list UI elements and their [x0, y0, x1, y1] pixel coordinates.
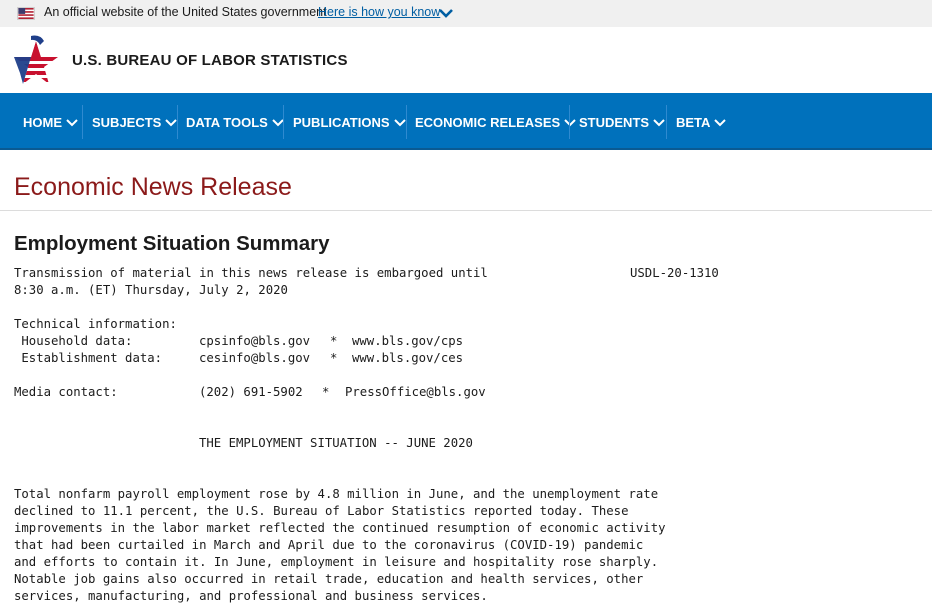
- body-line: and efforts to contain it. In June, employment in leisure and hospitality rose sharply.: [14, 555, 659, 569]
- nav-economic-releases-label: ECONOMIC RELEASES: [415, 114, 561, 130]
- media-contact-label: Media contact:: [14, 385, 118, 399]
- establishment-url-link[interactable]: www.bls.gov/ces: [352, 351, 464, 365]
- nav-divider: [283, 105, 284, 139]
- embargo-line-2: 8:30 a.m. (ET) Thursday, July 2, 2020: [14, 283, 288, 297]
- separator-asterisk: *: [322, 385, 330, 399]
- embargo-line-1: Transmission of material in this news release is embargoed until: [14, 266, 488, 280]
- nav-home[interactable]: [23, 113, 78, 131]
- site-title[interactable]: U.S. BUREAU OF LABOR STATISTICS: [72, 52, 348, 69]
- gov-banner: [0, 0, 932, 27]
- household-url-link[interactable]: www.bls.gov/cps: [352, 334, 464, 348]
- separator-asterisk: *: [330, 351, 338, 365]
- body-line: Total nonfarm payroll employment rose by 4.8 million in June, and the unemployment rate: [14, 487, 659, 501]
- us-flag-icon: [17, 7, 35, 20]
- chevron-down-icon[interactable]: [438, 7, 454, 19]
- main-nav: [0, 93, 932, 150]
- chevron-down-icon: [653, 118, 665, 127]
- nav-divider: [82, 105, 83, 139]
- nav-publications-label: PUBLICATIONS: [293, 114, 390, 130]
- nav-data-tools-label: DATA TOOLS: [186, 114, 268, 130]
- release-headline: THE EMPLOYMENT SITUATION -- JUNE 2020: [199, 436, 473, 450]
- nav-beta-label: BETA: [676, 114, 711, 130]
- nav-publications[interactable]: [293, 113, 406, 131]
- nav-economic-releases[interactable]: [415, 113, 576, 131]
- tech-info-label: Technical information:: [14, 317, 177, 331]
- body-line: declined to 11.1 percent, the U.S. Bureau of Labor Statistics reported today. These: [14, 504, 629, 518]
- bls-star-logo[interactable]: [10, 33, 60, 89]
- nav-home-label: HOME: [23, 114, 62, 130]
- nav-subjects[interactable]: [92, 113, 177, 131]
- chevron-down-icon: [564, 118, 576, 127]
- title-divider: [0, 210, 932, 211]
- site-header: [0, 27, 932, 93]
- page-title: Economic News Release: [14, 173, 292, 201]
- nav-data-tools[interactable]: [186, 113, 284, 131]
- summary-title: Employment Situation Summary: [14, 232, 330, 255]
- nav-divider: [666, 105, 667, 139]
- nav-divider: [406, 105, 407, 139]
- press-office-email-link[interactable]: PressOffice@bls.gov: [345, 385, 486, 399]
- gov-banner-text: An official website of the United States government: [44, 5, 327, 19]
- nav-students[interactable]: [579, 113, 665, 131]
- nav-students-label: STUDENTS: [579, 114, 650, 130]
- media-phone: (202) 691-5902: [199, 385, 303, 399]
- household-label: Household data:: [14, 334, 133, 348]
- nav-subjects-label: SUBJECTS: [92, 114, 162, 130]
- release-id: USDL-20-1310: [630, 266, 719, 280]
- separator-asterisk: *: [330, 334, 338, 348]
- body-line: that had been curtailed in March and April due to the coronavirus (COVID-19) pandemic: [14, 538, 644, 552]
- chevron-down-icon: [165, 118, 177, 127]
- body-line: Notable job gains also occurred in retail trade, education and health services, other: [14, 572, 644, 586]
- nav-divider: [177, 105, 178, 139]
- nav-beta[interactable]: [676, 113, 726, 131]
- chevron-down-icon: [394, 118, 406, 127]
- household-email-link[interactable]: cpsinfo@bls.gov: [199, 334, 311, 348]
- body-line: improvements in the labor market reflected the continued resumption of economic activity: [14, 521, 666, 535]
- establishment-label: Establishment data:: [14, 351, 163, 365]
- chevron-down-icon: [66, 118, 78, 127]
- how-you-know-link[interactable]: Here is how you know: [318, 5, 441, 19]
- body-line: services, manufacturing, and professional and business services.: [14, 589, 488, 603]
- chevron-down-icon: [714, 118, 726, 127]
- establishment-email-link[interactable]: cesinfo@bls.gov: [199, 351, 311, 365]
- nav-divider: [569, 105, 570, 139]
